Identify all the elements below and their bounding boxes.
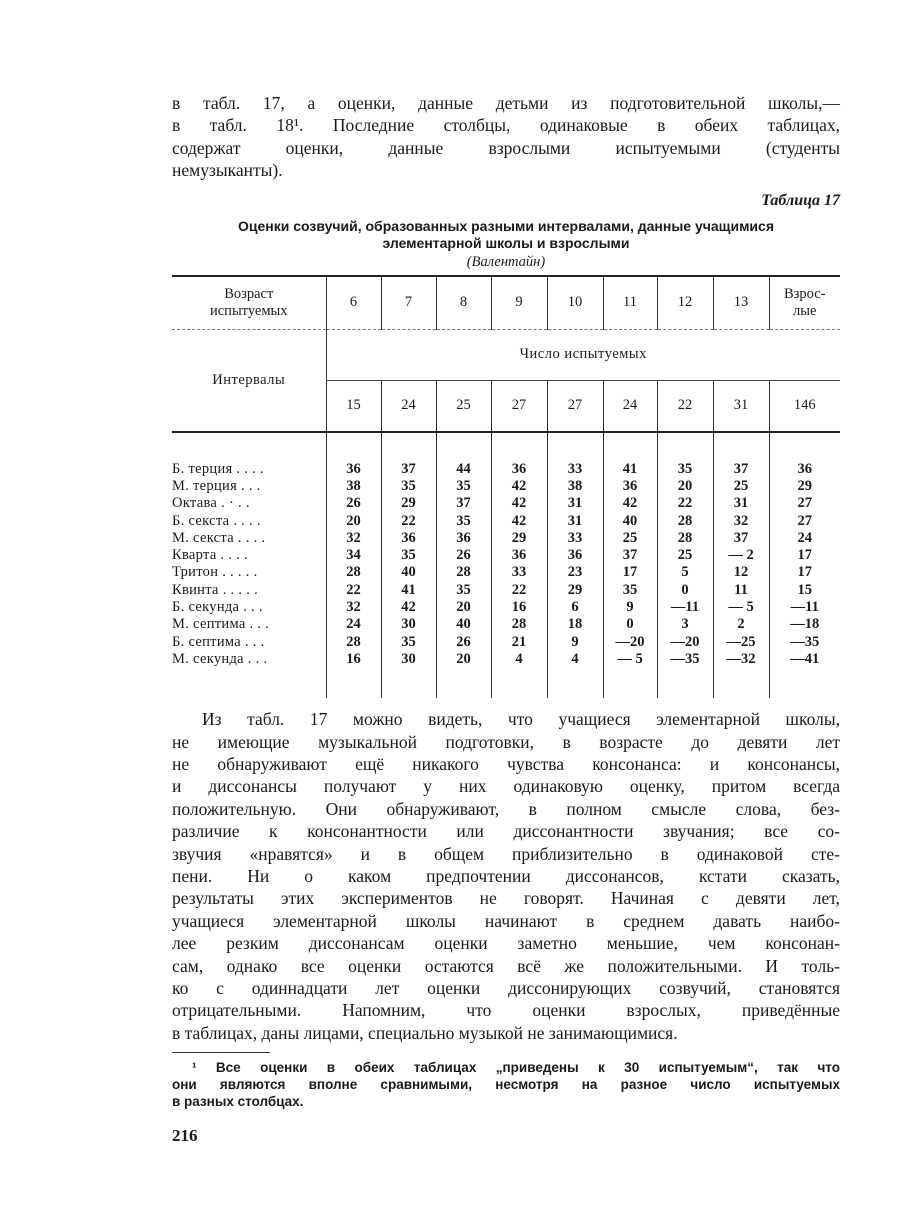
page-number: 216 [172, 1126, 198, 1146]
rating-cell: — 5 [713, 599, 769, 616]
caption-line: элементарной школы и взрослыми [382, 234, 630, 251]
rating-cell: —11 [769, 599, 840, 616]
count-cell: 27 [547, 380, 603, 432]
age-cell: 11 [603, 276, 657, 330]
rating-cell: 17 [603, 564, 657, 581]
footnote [172, 1059, 840, 1110]
text-line: ко с одиннадцати лет оценки диссонирующих созвучий, становятся [172, 978, 840, 999]
rating-cell: 9 [603, 599, 657, 616]
rating-cell: 36 [491, 461, 547, 478]
rating-cell: — 2 [713, 547, 769, 564]
caption-line: Оценки созвучий, образованных разными интервалами, данные учащимися [237, 217, 774, 234]
age-cell: 13 [713, 276, 769, 330]
rating-cell: 29 [769, 478, 840, 495]
rating-cell: 26 [326, 495, 381, 512]
rating-cell: 31 [713, 495, 769, 512]
text-line: положительную. Они обнаруживают, в полном смысле слова, без- [172, 798, 840, 819]
rating-cell: 32 [713, 513, 769, 530]
rating-cell: 35 [381, 634, 436, 651]
interval-name: Б. секунда . . . [172, 599, 263, 615]
rating-cell: —35 [769, 634, 840, 651]
interval-name: Тритон . . . . . [172, 564, 258, 581]
table-row [172, 651, 840, 668]
rating-cell: —11 [657, 599, 713, 616]
interval-name: М. секунда . . . [172, 650, 268, 667]
rating-cell: 25 [657, 547, 713, 564]
table-row [172, 582, 840, 599]
age-cell: 12 [657, 276, 713, 330]
rating-cell: 29 [547, 582, 603, 599]
rating-cell: 2 [713, 616, 769, 633]
rating-cell: 28 [657, 530, 713, 547]
rating-cell: 42 [491, 478, 547, 495]
table-row [172, 564, 840, 581]
rating-cell: 24 [326, 616, 381, 633]
count-cell: 24 [603, 380, 657, 432]
interval-name: М. секста . . . . [172, 529, 266, 546]
age-cell: 6 [326, 276, 381, 330]
text-line: сам, однако все оценки остаются всё же положительными. И толь- [172, 955, 840, 976]
text-line: различие к консонантности или диссонантности звучания; все со- [172, 821, 840, 842]
footnote-line: в разных столбцах. [172, 1094, 304, 1110]
rating-cell: 4 [491, 651, 547, 668]
rating-cell: 33 [491, 564, 547, 581]
rating-cell: 36 [491, 547, 547, 564]
intervals-header: Интервалы [212, 371, 286, 388]
interval-name: М. септима . . . [172, 616, 270, 633]
text-line: содержат оценки, данные взрослыми испытуемыми (студенты [172, 137, 840, 158]
rating-cell: 20 [436, 599, 491, 616]
rating-cell: 22 [381, 513, 436, 530]
age-cell: Взрос- лые [769, 276, 840, 330]
interval-name: Б. секста . . . . [172, 512, 261, 529]
book-page [172, 92, 840, 1146]
rating-cell: 37 [436, 495, 491, 512]
interval-name: Октава . · . . [172, 495, 250, 512]
rating-cell: 16 [491, 599, 547, 616]
rating-cell: —35 [657, 651, 713, 668]
count-cell: 24 [381, 380, 436, 432]
text-line: пени. Ни о каком предпочтении диссонансов, кстати сказать, [172, 866, 840, 887]
age-header: Возраст испытуемых [172, 276, 326, 330]
text-line: звучия «нравятся» и в общем приблизительно в одинаковой сте- [172, 843, 840, 864]
count-cell: 15 [326, 380, 381, 432]
rating-cell: 42 [381, 599, 436, 616]
age-cell: 10 [547, 276, 603, 330]
rating-cell: —18 [769, 616, 840, 633]
rating-cell: 35 [436, 513, 491, 530]
rating-cell: 27 [769, 513, 840, 530]
count-cell: 31 [713, 380, 769, 432]
age-cell: 8 [436, 276, 491, 330]
table-row [172, 634, 840, 651]
text-line: не имеющие музыкальной подготовки, в возрасте до девяти лет [172, 731, 840, 752]
rating-cell: 35 [381, 547, 436, 564]
interval-name: Квинта . . . . . [172, 581, 259, 598]
rating-cell: 21 [491, 634, 547, 651]
rating-cell: 44 [436, 461, 491, 478]
rating-cell: 35 [381, 478, 436, 495]
rating-cell: 26 [436, 634, 491, 651]
rating-cell: 30 [381, 651, 436, 668]
rating-cell: 28 [326, 634, 381, 651]
rating-cell: 17 [769, 564, 840, 581]
text-line: в таблицах, даны лицами, специально музыкой не занимающимися. [172, 1022, 678, 1043]
footnote-rule [172, 1052, 270, 1053]
rating-cell: 6 [547, 599, 603, 616]
table-row [172, 599, 840, 616]
rating-cell: 41 [381, 582, 436, 599]
rating-cell: 3 [657, 616, 713, 633]
rating-cell: — 5 [603, 651, 657, 668]
body-paragraph [172, 708, 840, 1044]
rating-cell: 20 [326, 513, 381, 530]
rating-cell: 38 [547, 478, 603, 495]
rating-cell: 20 [436, 651, 491, 668]
rating-cell: 40 [603, 513, 657, 530]
interval-name: Б. септима . . . [172, 633, 265, 650]
rating-cell: 20 [657, 478, 713, 495]
text-line: лее резким диссонансам оценки заметно меньшие, чем консонан- [172, 933, 840, 954]
rating-cell: —20 [603, 634, 657, 651]
rating-cell: 4 [547, 651, 603, 668]
rating-cell: 38 [326, 478, 381, 495]
rating-cell: 29 [381, 495, 436, 512]
count-cell: 146 [769, 380, 840, 432]
rating-cell: 30 [381, 616, 436, 633]
rating-cell: 31 [547, 513, 603, 530]
rating-cell: 28 [491, 616, 547, 633]
rating-cell: 41 [603, 461, 657, 478]
rating-cell: 24 [769, 530, 840, 547]
rating-cell: 32 [326, 530, 381, 547]
rating-cell: 36 [436, 530, 491, 547]
age-header-row [172, 276, 840, 330]
rating-cell: 42 [491, 513, 547, 530]
text-line: результаты этих экспериментов не говорят. Начиная с девяти лет, [172, 888, 840, 909]
footnote-line: ¹ Все оценки в обеих таблицах „приведены к 30 испытуемым“, так что [192, 1060, 840, 1076]
age-cell: 9 [491, 276, 547, 330]
rating-cell: 28 [326, 564, 381, 581]
text-line: в табл. 17, а оценки, данные детьми из подготовительной школы,— [172, 93, 840, 113]
rating-cell: 29 [491, 530, 547, 547]
rating-cell: 27 [769, 495, 840, 512]
rating-cell: 40 [436, 616, 491, 633]
rating-cell: 28 [436, 564, 491, 581]
text-line: Из табл. 17 можно видеть, что учащиеся элементарной школы, [202, 709, 840, 730]
rating-cell: 36 [326, 461, 381, 478]
rating-cell: 37 [713, 461, 769, 478]
rating-cell: 9 [547, 634, 603, 651]
rating-cell: 42 [491, 495, 547, 512]
count-cell: 25 [436, 380, 491, 432]
interval-name: Кварта . . . . [172, 547, 248, 564]
rating-cell: 22 [491, 582, 547, 599]
rating-cell: —41 [769, 651, 840, 668]
rating-cell: 35 [657, 461, 713, 478]
ratings-table [172, 275, 840, 699]
count-cell: 22 [657, 380, 713, 432]
rating-cell: 37 [713, 530, 769, 547]
rating-cell: 36 [603, 478, 657, 495]
text-line: в табл. 18¹. Последние столбцы, одинаковые в обеих таблицах, [172, 115, 840, 136]
rating-cell: 33 [547, 461, 603, 478]
interval-name: Б. терция . . . . [172, 460, 264, 477]
rating-cell: 17 [769, 547, 840, 564]
count-header: Число испытуемых [326, 330, 840, 381]
rating-cell: 35 [436, 582, 491, 599]
rating-cell: 28 [657, 513, 713, 530]
intro-paragraph [172, 92, 840, 182]
table-caption [172, 218, 840, 252]
text-line: не обнаруживают ещё никакого чувства консонанса: и консонансы, [172, 754, 840, 774]
table-row [172, 461, 840, 478]
rating-cell: 32 [326, 599, 381, 616]
text-line: учащиеся элементарной школы начинают в среднем давать наибо- [172, 910, 840, 931]
table-row [172, 530, 840, 547]
text-line: и диссонансы получают у них одинаковую оценку, притом всегда [172, 776, 840, 797]
rating-cell: 25 [603, 530, 657, 547]
table-row [172, 478, 840, 495]
rating-cell: 25 [713, 478, 769, 495]
rating-cell: 33 [547, 530, 603, 547]
rating-cell: —32 [713, 651, 769, 668]
table-row [172, 547, 840, 564]
count-header-row [172, 330, 840, 381]
rating-cell: —25 [713, 634, 769, 651]
rating-cell: 40 [381, 564, 436, 581]
table-label: Таблица 17 [761, 191, 840, 209]
text-line: немузыканты). [172, 160, 283, 181]
rating-cell: 22 [326, 582, 381, 599]
table-row [172, 513, 840, 530]
count-cell: 27 [491, 380, 547, 432]
table-row [172, 616, 840, 633]
rating-cell: —20 [657, 634, 713, 651]
table-caption-source: (Валентайн) [466, 253, 546, 270]
rating-cell: 31 [547, 495, 603, 512]
footnote-line: они являются вполне сравнимыми, несмотря на разное число испытуемых [172, 1077, 840, 1093]
rating-cell: 0 [603, 616, 657, 633]
rating-cell: 36 [381, 530, 436, 547]
interval-name: М. терция . . . [172, 477, 261, 494]
rating-cell: 22 [657, 495, 713, 512]
rating-cell: 35 [603, 582, 657, 599]
rating-cell: 34 [326, 547, 381, 564]
rating-cell: 11 [713, 582, 769, 599]
rating-cell: 37 [603, 547, 657, 564]
rating-cell: 16 [326, 651, 381, 668]
rating-cell: 18 [547, 616, 603, 633]
text-line: отрицательными. Напомним, что оценки взрослых, приведённые [172, 1000, 840, 1021]
age-cell: 7 [381, 276, 436, 330]
rating-cell: 23 [547, 564, 603, 581]
rating-cell: 0 [657, 582, 713, 599]
rating-cell: 5 [657, 564, 713, 581]
rating-cell: 37 [381, 461, 436, 478]
rating-cell: 12 [713, 564, 769, 581]
rating-cell: 35 [436, 478, 491, 495]
rating-cell: 26 [436, 547, 491, 564]
rating-cell: 36 [769, 461, 840, 478]
rating-cell: 36 [547, 547, 603, 564]
table-row [172, 495, 840, 512]
rating-cell: 15 [769, 582, 840, 599]
rating-cell: 42 [603, 495, 657, 512]
